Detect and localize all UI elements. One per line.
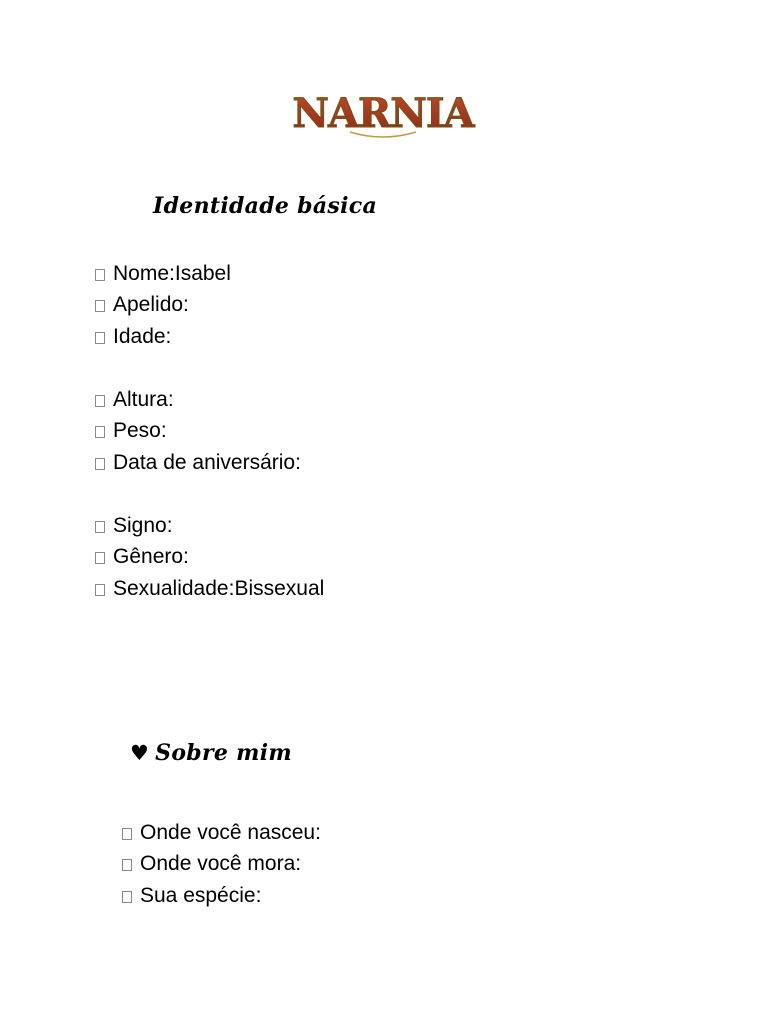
checkbox-icon[interactable] <box>95 458 105 470</box>
about-section-title <box>130 740 292 766</box>
logo-text: NARNIA <box>292 90 474 137</box>
checkbox-icon[interactable] <box>95 426 105 438</box>
field-label: Signo: <box>113 513 173 537</box>
field-label: Peso: <box>113 419 167 443</box>
checkbox-icon[interactable] <box>95 332 105 344</box>
field-value: Bissexual <box>234 576 325 600</box>
identity-group-personal <box>95 510 324 605</box>
checkbox-icon[interactable] <box>95 269 105 281</box>
field-label: Onde você nasceu: <box>140 820 321 844</box>
checkbox-icon[interactable] <box>95 584 105 596</box>
checkbox-icon[interactable] <box>95 300 105 312</box>
heart-icon: ♥ <box>130 741 150 765</box>
field-idade <box>95 321 231 353</box>
field-especie <box>122 880 321 912</box>
field-label: Sexualidade: <box>113 576 235 600</box>
field-onde-nasceu <box>122 817 321 849</box>
field-label: Nome: <box>113 261 175 285</box>
narnia-logo <box>290 82 476 142</box>
field-onde-mora <box>122 849 321 881</box>
checkbox-icon[interactable] <box>95 395 105 407</box>
checkbox-icon[interactable] <box>95 552 105 564</box>
field-label: Data de aniversário: <box>113 450 301 474</box>
field-label: Apelido: <box>113 293 189 317</box>
checkbox-icon[interactable] <box>95 521 105 533</box>
field-label: Sua espécie: <box>140 883 262 907</box>
identity-group-body <box>95 384 301 479</box>
checkbox-icon[interactable] <box>122 891 132 903</box>
field-value: Isabel <box>174 261 231 285</box>
field-peso <box>95 416 301 448</box>
field-label: Idade: <box>113 324 172 348</box>
field-label: Gênero: <box>113 545 189 569</box>
field-nome <box>95 258 231 290</box>
field-data-aniversario <box>95 447 301 479</box>
about-title-text: Sobre mim <box>155 740 292 766</box>
field-label: Altura: <box>113 387 174 411</box>
about-fields <box>122 817 321 912</box>
identity-group-basic <box>95 258 231 353</box>
field-genero <box>95 542 324 574</box>
checkbox-icon[interactable] <box>122 859 132 871</box>
field-signo <box>95 510 324 542</box>
field-apelido <box>95 290 231 322</box>
checkbox-icon[interactable] <box>122 828 132 840</box>
field-label: Onde você mora: <box>140 852 302 876</box>
identity-section-title: Identidade básica <box>153 193 377 219</box>
field-altura <box>95 384 301 416</box>
field-sexualidade <box>95 573 324 605</box>
